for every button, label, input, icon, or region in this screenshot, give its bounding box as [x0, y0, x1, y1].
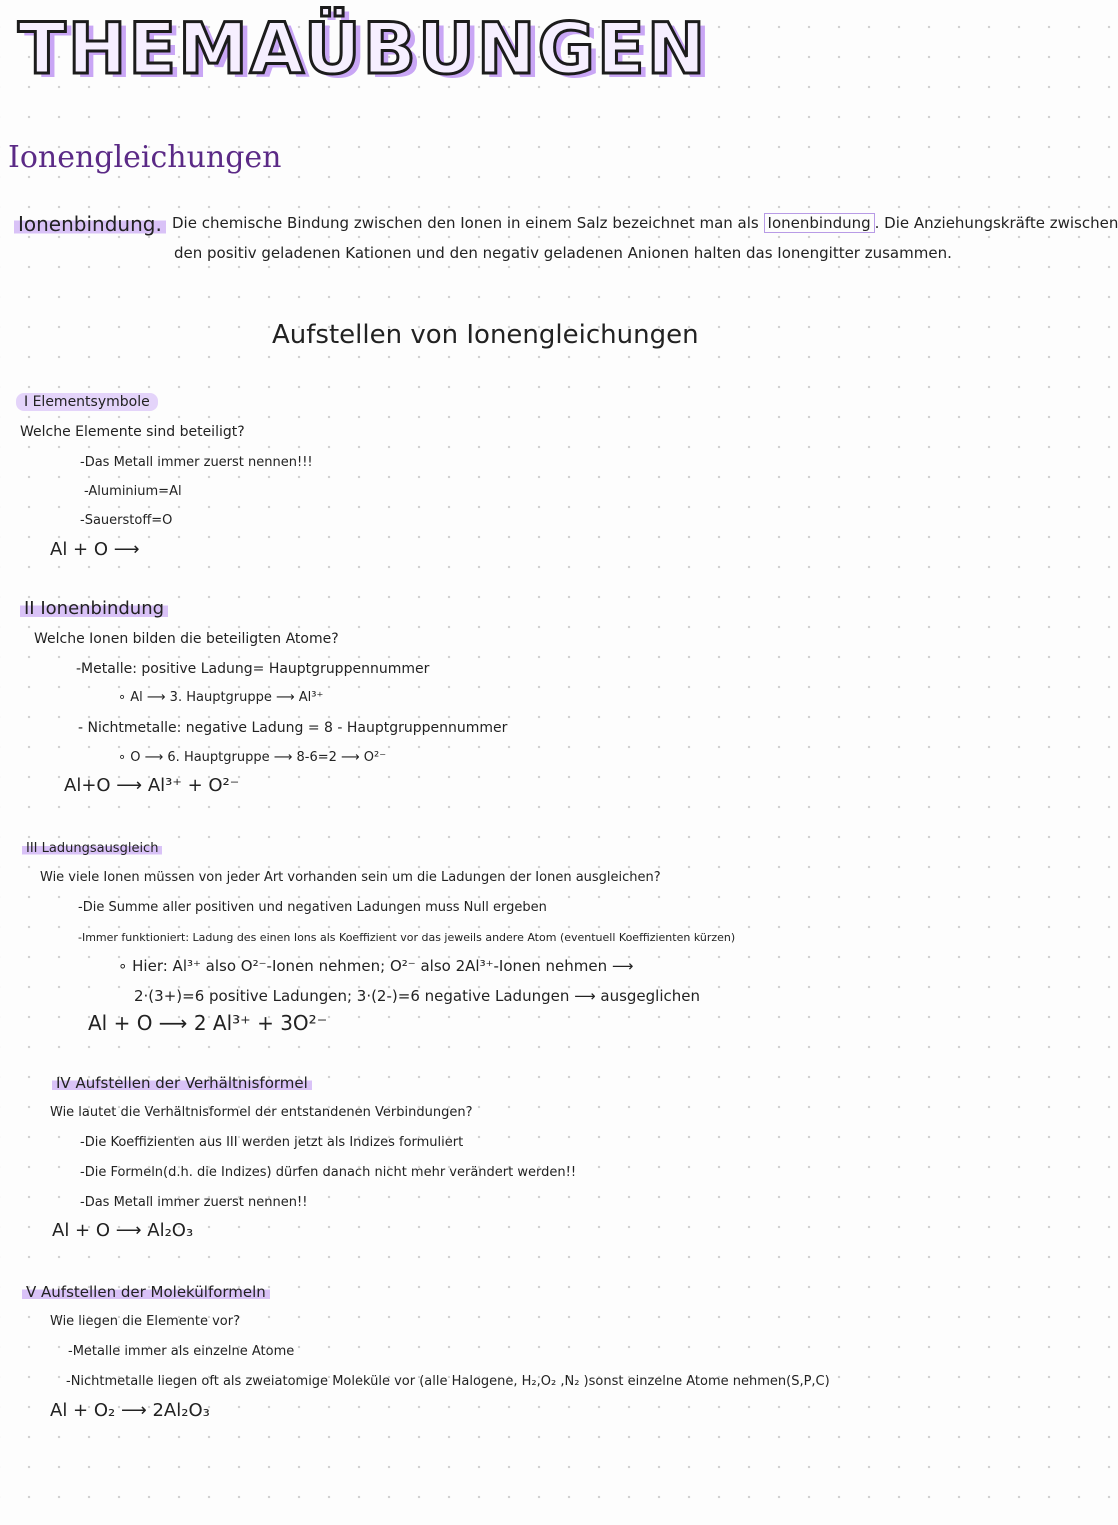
section-2-metals: -Metalle: positive Ladung= Hauptgruppennummer: [76, 661, 430, 677]
section-5-label: [22, 1283, 270, 1301]
section-3-example-1: ∘ Hier: Al³⁺ also O²⁻-Ionen nehmen; O²⁻ also 2Al³⁺-Ionen nehmen ⟶: [118, 957, 634, 975]
section-4-label-text: IV Aufstellen der Verhältnisformel: [52, 1074, 312, 1092]
section-4-item-2: -Die Formeln(d.h. die Indizes) dürfen danach nicht mehr verändert werden!!: [80, 1165, 577, 1180]
section-1-equation: Al + O ⟶: [50, 539, 140, 560]
section-3-question: Wie viele Ionen müssen von jeder Art vorhanden sein um die Ladungen der Ionen ausgleichen?: [40, 870, 661, 885]
section-3-item-1: -Die Summe aller positiven und negativen Ladungen muss Null ergeben: [78, 900, 547, 915]
topic-heading: Ionengleichungen: [8, 140, 282, 175]
section-5-item-2: -Nichtmetalle liegen oft als zweiatomige Moleküle vor (alle Halogene, H₂,O₂ ,N₂ )sonst einzelne Atome nehmen(S,P,C): [66, 1374, 830, 1389]
section-5-question: Wie liegen die Elemente vor?: [50, 1314, 240, 1329]
section-3-label-text: III Ladungsausgleich: [22, 841, 162, 856]
section-1-label: [16, 394, 158, 410]
definition-line-2: den positiv geladenen Kationen und den negativ geladenen Anionen halten das Ionengitter zusammen.: [174, 244, 952, 262]
section-3-equation: Al + O ⟶ 2 Al³⁺ + 3O²⁻: [88, 1011, 328, 1035]
section-4-question: Wie lautet die Verhältnisformel der entstandenen Verbindungen?: [50, 1105, 473, 1120]
section-4-item-3: -Das Metall immer zuerst nennen!!: [80, 1195, 308, 1210]
definition-line-1: [172, 214, 1118, 232]
section-5-label-text: V Aufstellen der Molekülformeln: [22, 1283, 270, 1301]
section-1-label-text: I Elementsymbole: [16, 393, 158, 411]
section-2-metal-example: ∘ Al ⟶ 3. Hauptgruppe ⟶ Al³⁺: [118, 690, 324, 705]
definition-term: [14, 212, 166, 236]
definition-term-text: Ionenbindung.: [14, 212, 166, 236]
section-3-item-2: -Immer funktioniert: Ladung des einen Ions als Koeffizient vor das jeweils andere Atom (eventuell Koeffizienten kürzen): [78, 931, 736, 944]
section-1-item-3: -Sauerstoff=O: [80, 513, 173, 528]
section-5-item-1: -Metalle immer als einzelne Atome: [68, 1344, 295, 1359]
section-1-question: Welche Elemente sind beteiligt?: [20, 424, 245, 440]
section-4-label: [52, 1074, 312, 1092]
definition-line-1-text: Die chemische Bindung zwischen den Ionen in einem Salz bezeichnet man als: [172, 214, 759, 232]
section-1-item-2: -Aluminium=Al: [84, 484, 182, 499]
section-2-nonmetals: - Nichtmetalle: negative Ladung = 8 - Hauptgruppennummer: [78, 720, 508, 736]
page-title: THEMAÜBUNGEN: [18, 8, 708, 90]
definition-line-1-end: . Die Anziehungskräfte zwischen: [874, 214, 1118, 232]
section-2-equation: Al+O ⟶ Al³⁺ + O²⁻: [64, 775, 240, 796]
section-3-example-2: 2·(3+)=6 positive Ladungen; 3·(2-)=6 negative Ladungen ⟶ ausgeglichen: [134, 987, 700, 1005]
section-3-label: [22, 841, 162, 856]
section-2-question: Welche Ionen bilden die beteiligten Atome?: [34, 631, 339, 647]
section-4-item-1: -Die Koeffizienten aus III werden jetzt als Indizes formuliert: [80, 1135, 464, 1150]
section-5-equation: Al + O₂ ⟶ 2Al₂O₃: [50, 1400, 210, 1421]
definition-boxed-term: Ionenbindung: [764, 213, 875, 233]
section-4-equation: Al + O ⟶ Al₂O₃: [52, 1220, 194, 1241]
subheading: Aufstellen von Ionengleichungen: [272, 320, 699, 350]
section-2-nonmetal-example: ∘ O ⟶ 6. Hauptgruppe ⟶ 8-6=2 ⟶ O²⁻: [118, 750, 387, 765]
section-2-label: [20, 598, 168, 619]
section-2-label-text: II Ionenbindung: [20, 598, 168, 619]
section-1-item-1: -Das Metall immer zuerst nennen!!!: [80, 455, 313, 470]
